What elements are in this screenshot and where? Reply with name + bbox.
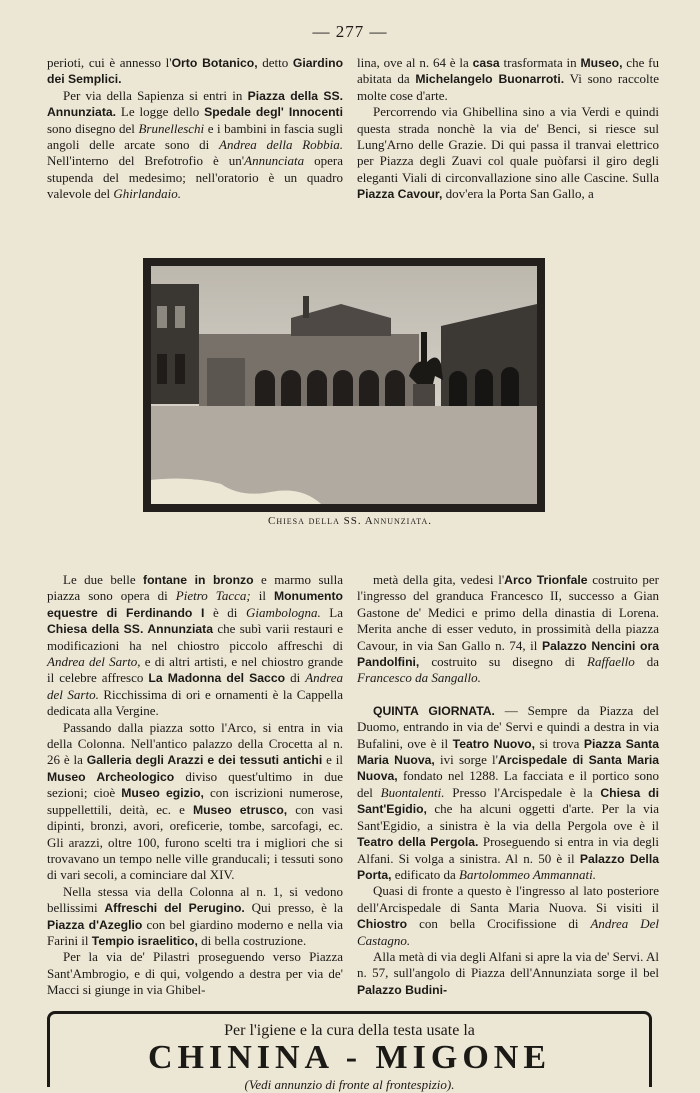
- bold-term: Affreschi del Perugino.: [104, 901, 245, 916]
- text-run: Qui presso, è la: [244, 900, 343, 916]
- photo-frame: [143, 258, 545, 512]
- advertisement-box: [47, 1011, 652, 1092]
- text-run: La: [320, 604, 343, 620]
- text-run: Percorrendo via Ghibellina sino a via Verdi e quindi questa strada nonchè la via de' Benci, si riesce sul Lung'Arno delle Grazie. Di qui passa il tranvai elettrico per Piazza degli Zuavi col quale puòfarsi il giro degli eleganti Viali di circonvallazione sino alle Cascine. Sulla: [357, 104, 659, 185]
- bold-term: Giardino dei Semplici.: [47, 56, 344, 87]
- italic-name: Bartolommeo Ammannati.: [459, 866, 597, 882]
- text-run: Nell'interno del Brefotrofio è un': [47, 153, 245, 169]
- text-run: che subì varii restauri e modificazioni ha nel chiostro piccolo affreschi di: [47, 621, 343, 653]
- text-run: Proseguendo si entra in via degli Alfani. Si volga a sinistra. Al n. 50 è il: [357, 834, 659, 866]
- bold-term: Piazza d'Azeglio: [47, 917, 143, 932]
- text-run: Alla metà di via degli Alfani si apre la via de' Servi. Al n. 57, sull'angolo di Piazza dell'Annunziata sorge il bel: [357, 948, 659, 981]
- bold-term: Museo etrusco,: [192, 802, 288, 817]
- text-run: ivi sorge l': [434, 752, 499, 768]
- italic-name: Andrea del Sarto,: [47, 654, 141, 670]
- bold-term: Palazzo Nencini ora Pandolfini,: [357, 638, 659, 670]
- text-run: perioti, cui è annesso l': [47, 55, 172, 70]
- text-run: con bella Crocifissione di: [407, 916, 591, 932]
- bold-term: Chiesa di Sant'Egidio,: [357, 785, 660, 817]
- italic-name: Andrea Del Castagno.: [357, 916, 660, 948]
- text-column-bottom-left: [47, 572, 343, 999]
- bold-term: Museo Archeologico: [47, 769, 175, 784]
- text-run: Passando dalla piazza sotto l'Arco, si entra in via della Colonna. Nell'antico palazzo della Crocetta al n. 26 è la: [47, 719, 343, 768]
- figure-caption: Chiesa della SS. Annunziata.: [267, 515, 432, 527]
- text-column-bottom-right: [357, 572, 659, 998]
- bold-term: Tempio israelitico,: [91, 933, 198, 948]
- text-run: diviso quest'ultimo in due sezioni; cioè: [47, 768, 343, 801]
- text-run: è di: [204, 604, 246, 620]
- text-run: costruito per l'ingresso del granduca Francesco II, successo a Gian Gastone de' Medici e primo della dinastia di Lorena. Merita anche di esser veduto, in prossimità della piazza Cavour, in via San Gallo n. 74, il: [357, 572, 660, 653]
- bold-term: QUINTA GIORNATA.: [373, 703, 495, 718]
- bold-term: Arcispedale di Santa Maria Nuova,: [357, 753, 659, 784]
- text-run: dov'era la Porta San Gallo, a: [442, 186, 594, 202]
- italic-name: Raffaello: [587, 654, 635, 670]
- italic-name: Andrea del Sarto.: [47, 670, 343, 702]
- bold-term: Piazza Cavour,: [357, 187, 443, 202]
- text-run: e il: [322, 752, 343, 768]
- text-run: con bel giardino moderno e nella via Farini il: [47, 916, 343, 948]
- bold-term: Teatro Nuovo,: [452, 736, 535, 751]
- italic-name: Pietro Tacca;: [175, 588, 251, 604]
- text-run: metà della gita, vedesi l': [373, 572, 505, 587]
- bold-term: Galleria degli Arazzi e dei tessuti antichi: [86, 753, 323, 768]
- advertisement-note: (Vedi annunzio di fronte al frontespizio).: [244, 1077, 455, 1092]
- text-run: trasformata in: [499, 55, 581, 70]
- text-run: Presso l'Arcispedale è la: [444, 784, 601, 800]
- text-run: Ricchissima di ori e ornamenti è la Cappella dedicata alla Vergine.: [47, 686, 343, 719]
- text-run: con vasi dipinti, bronzi, avori, oreficerie, tombe, sarcofagi, ec. Gli arazzi, oltre 100, furono scelti tra i migliori che si trovavano un tempo nelle ville granducali; i tessuti sono di vari secoli, a cominciare dal XIV.: [47, 801, 343, 883]
- text-run: Vi sono raccolte molte cose d'arte.: [357, 71, 659, 103]
- bold-term: Palazzo Della Porta,: [357, 851, 659, 882]
- italic-name: Buontalenti.: [380, 784, 445, 800]
- text-run: si trova: [534, 735, 584, 751]
- text-run: di bella costruzione.: [197, 932, 307, 948]
- bold-term: Palazzo Budini-: [357, 982, 448, 997]
- text-run: fondato nel 1288. La facciata e il portico sono del: [357, 768, 659, 800]
- page-number: — 277 —: [312, 22, 388, 41]
- bold-term: Arco Trionfale: [504, 573, 588, 587]
- italic-name: Annunciata: [244, 153, 305, 169]
- italic-name: Andrea della Robbia.: [219, 137, 343, 153]
- text-run: da: [634, 654, 659, 670]
- text-run: Quasi di fronte a questo è l'ingresso al lato posteriore dell'Arcispedale di Santa Maria Nuova. Si visiti il: [357, 883, 659, 915]
- text-run: Le logge dello: [116, 104, 205, 120]
- text-run: sono disegno del: [47, 120, 139, 136]
- italic-name: Francesco da Sangallo.: [357, 670, 481, 686]
- text-run: con iscrizioni numerose, suppellettili, deità, ec. e: [47, 785, 344, 817]
- text-run: e di altri artisti, e nel chiostro grande il celebre affresco: [47, 654, 343, 686]
- text-run: Nella stessa via della Colonna al n. 1, si vedono bellissimi: [47, 883, 343, 916]
- text-run: di: [285, 670, 306, 686]
- text-column-top-left: [47, 55, 343, 203]
- bold-term: Museo,: [580, 56, 623, 70]
- bold-term: Piazza Santa Maria Nuova,: [357, 736, 659, 768]
- text-run: Per via della Sapienza si entri in: [63, 87, 248, 103]
- photo-piazza-annunziata: [151, 266, 537, 504]
- advertisement-tagline: Per l'igiene e la cura della testa usate la: [224, 1022, 475, 1039]
- text-run: e marmo sulla piazza sono opera di: [47, 572, 343, 604]
- text-run: edificato da: [391, 866, 460, 882]
- bold-term: Chiostro: [357, 917, 408, 932]
- text-run: lina, ove al n. 64 è la: [357, 55, 473, 70]
- text-run: opera stupenda del medesimo; nell'oratorio è un quadro valevole del: [47, 153, 343, 202]
- bold-term: Monumento equestre di Ferdinando I: [47, 589, 344, 620]
- advertisement-brand: CHININA - MIGONE: [147, 1039, 552, 1076]
- italic-name: Brunelleschi: [138, 120, 205, 136]
- bold-term: Museo egizio,: [121, 786, 204, 801]
- text-run: — Sempre da Piazza del Duomo, entrando in via de' Servi e quindi a destra in via Bufalini, ove è il: [357, 702, 659, 751]
- text-run: detto: [257, 55, 293, 70]
- bold-term: Michelangelo Buonarroti.: [415, 72, 565, 87]
- bold-term: La Madonna del Sacco: [148, 671, 286, 686]
- text-run: che fu abitata da: [357, 55, 659, 87]
- text-run: che ha alcuni oggetti d'arte. Per la via Sant'Egidio, a sinistra è la via della Pergola ove è il: [357, 801, 659, 833]
- bold-term: Orto Botanico,: [171, 56, 258, 70]
- bold-term: Chiesa della SS. Annunziata: [47, 622, 214, 637]
- bold-term: fontane in bronzo: [143, 573, 254, 587]
- text-run: Le due belle: [63, 572, 144, 587]
- text-run: Per la via de' Pilastri proseguendo verso Piazza Sant'Ambrogio, e di qui, volgendo a destra per via de' Macci si giunge in via Ghibel-: [47, 949, 343, 998]
- text-run: e i bambini in fascia sugli angoli delle arcate sono di: [47, 120, 343, 153]
- bold-term: Spedale degl' Innocenti: [204, 105, 343, 120]
- bold-term: Teatro della Pergola.: [357, 835, 479, 850]
- italic-name: Ghirlandaio.: [113, 186, 181, 202]
- text-run: il: [250, 588, 274, 604]
- text-run: costruito su disegno di: [419, 654, 588, 670]
- bold-term: casa: [472, 56, 500, 70]
- bold-term: Piazza della SS. Annunziata.: [47, 88, 343, 120]
- text-column-top-right: [357, 55, 659, 203]
- italic-name: Giambologna.: [245, 604, 321, 620]
